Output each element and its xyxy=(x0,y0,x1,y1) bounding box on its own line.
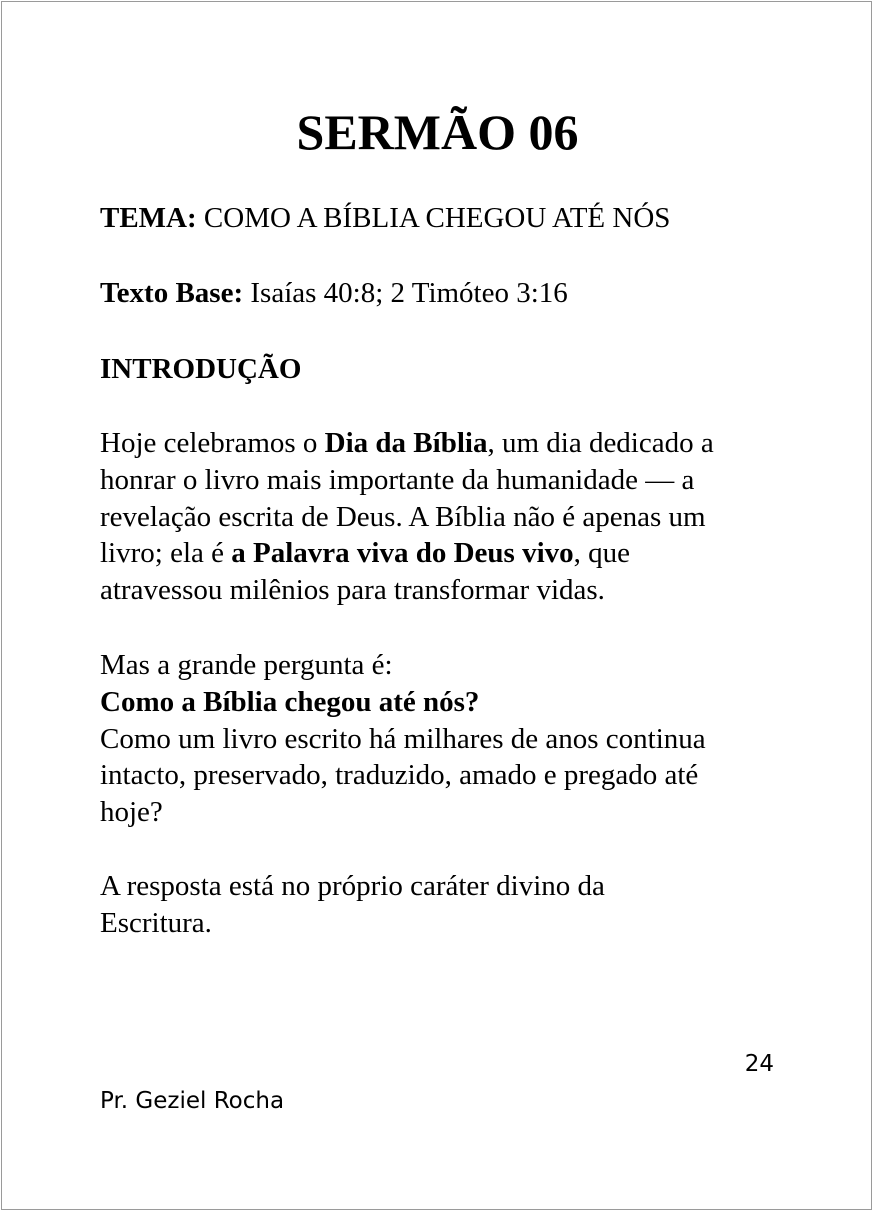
theme-value: COMO A BÍBLIA CHEGOU ATÉ NÓS xyxy=(196,202,671,234)
paragraph-line: intacto, preservado, traduzido, amado e pregado até xyxy=(100,759,699,792)
author-footer: Pr. Geziel Rocha xyxy=(100,1088,285,1114)
theme-label: TEMA: xyxy=(100,202,197,234)
base-text-value: Isaías 40:8; 2 Timóteo 3:16 xyxy=(243,277,568,309)
paragraph-line: honrar o livro mais importante da humanidade — a xyxy=(100,463,695,496)
paragraph-line xyxy=(100,535,800,572)
question-paragraph xyxy=(100,647,800,831)
paragraph-line: Como um livro escrito há milhares de anos continua xyxy=(100,722,706,755)
paragraph-line: Mas a grande pergunta é: xyxy=(100,649,393,681)
answer-paragraph xyxy=(100,868,800,942)
section-heading-text: INTRODUÇÃO xyxy=(100,353,302,385)
paragraph-line: atravessou milênios para transformar vidas. xyxy=(100,574,605,607)
text-run: livro; ela é xyxy=(100,537,232,570)
paragraph-line: A resposta está no próprio caráter divino da xyxy=(100,870,605,902)
page-number: 24 xyxy=(744,1051,774,1077)
bold-text-run: a Palavra viva do Deus vivo xyxy=(231,537,574,570)
paragraph-line: Escritura. xyxy=(100,906,212,939)
section-heading xyxy=(100,351,301,387)
key-question: Como a Bíblia chegou até nós? xyxy=(100,685,480,718)
theme-line xyxy=(100,200,670,236)
base-text-line xyxy=(100,275,568,311)
paragraph-line: hoje? xyxy=(100,796,163,829)
paragraph-line xyxy=(100,425,800,462)
text-run: Hoje celebramos o xyxy=(100,427,325,459)
bold-text-run: Dia da Bíblia xyxy=(324,427,488,459)
sermon-title: SERMÃO 06 xyxy=(296,104,579,160)
text-run: , um dia dedicado a xyxy=(487,427,714,459)
text-run: , que xyxy=(573,537,631,570)
base-text-label: Texto Base: xyxy=(100,277,244,309)
document-page xyxy=(1,1,872,1210)
intro-paragraph xyxy=(100,425,800,609)
paragraph-line: revelação escrita de Deus. A Bíblia não é apenas um xyxy=(100,500,706,533)
